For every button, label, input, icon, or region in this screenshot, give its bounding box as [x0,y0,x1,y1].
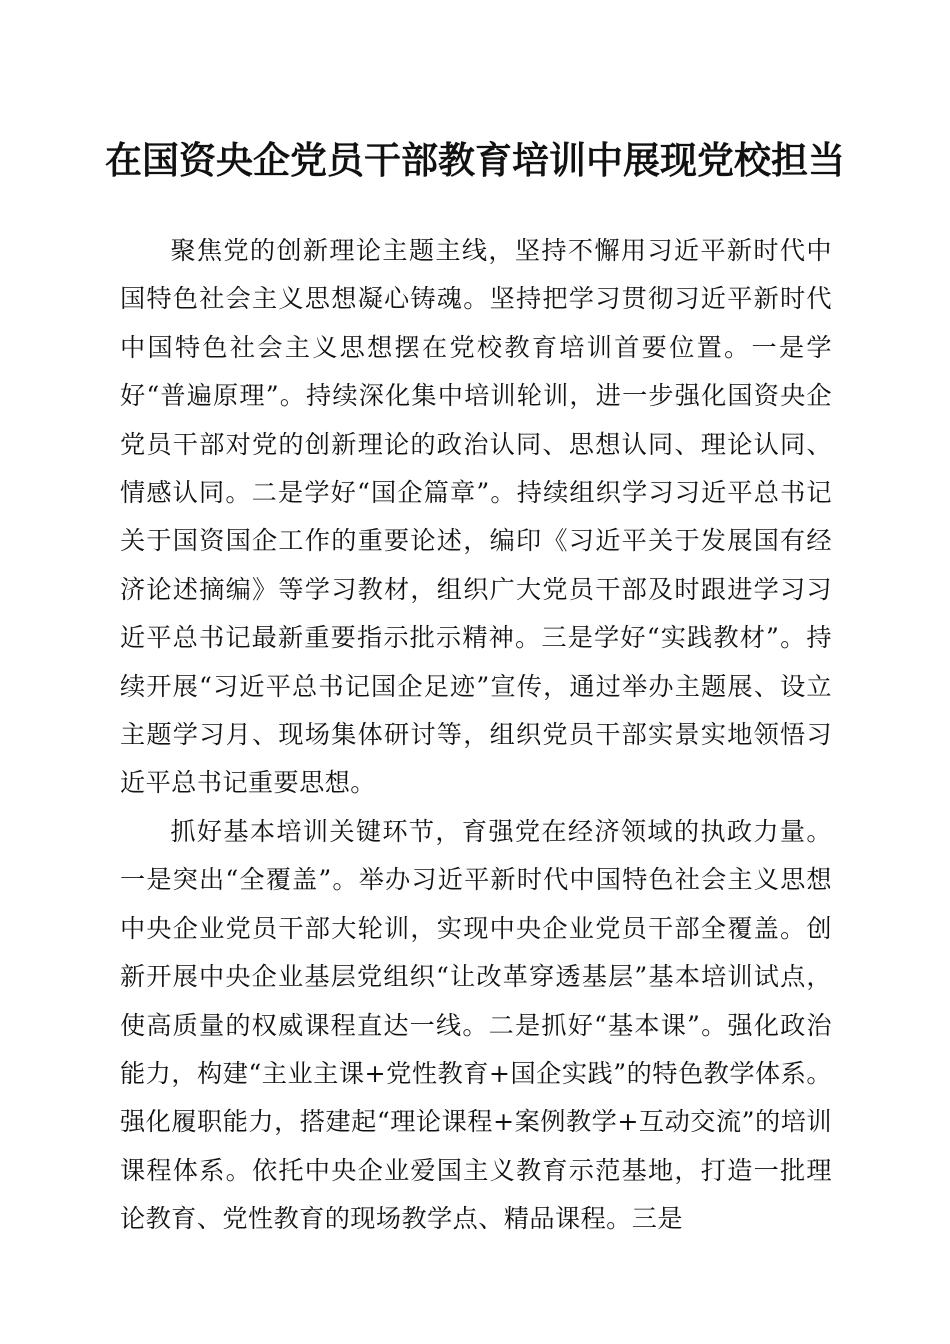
document-body [120,227,832,1244]
paragraph-1: 聚焦党的创新理论主题主线，坚持不懈用习近平新时代中国特色社会主义思想凝心铸魂。坚持把学习贯彻习近平新时代中国特色社会主义思想摆在党校教育培训首要位置。一是学好“普遍原理”。持续深化集中培训轮训，进一步强化国资央企党员干部对党的创新理论的政治认同、思想认同、理论认同、情感认同。二是学好“国企篇章”。持续组织学习习近平总书记关于国资国企工作的重要论述，编印《习近平关于发展国有经济论述摘编》等学习教材，组织广大党员干部及时跟进学习习近平总书记最新重要指示批示精神。三是学好“实践教材”。持续开展“习近平总书记国企足迹”宣传，通过举办主题展、设立主题学习月、现场集体研讨等，组织党员干部实景实地领悟习近平总书记重要思想。 [120,236,832,798]
paragraph-2: 抓好基本培训关键环节，育强党在经济领域的执政力量。一是突出“全覆盖”。举办习近平新时代中国特色社会主义思想中央企业党员干部大轮训，实现中央企业党员干部全覆盖。创新开展中央企业基层党组织“让改革穿透基层”基本培训试点，使高质量的权威课程直达一线。二是抓好“基本课”。强化政治能力，构建“主业主课+党性教育+国企实践”的特色教学体系。强化履职能力，搭建起“理论课程+案例教学+互动交流”的培训课程体系。依托中央企业爱国主义教育示范基地，打造一批理论教育、党性教育的现场教学点、精品课程。三是 [120,816,832,1234]
document-title: 在国资央企党员干部教育培训中展现党校担当 [105,138,845,182]
